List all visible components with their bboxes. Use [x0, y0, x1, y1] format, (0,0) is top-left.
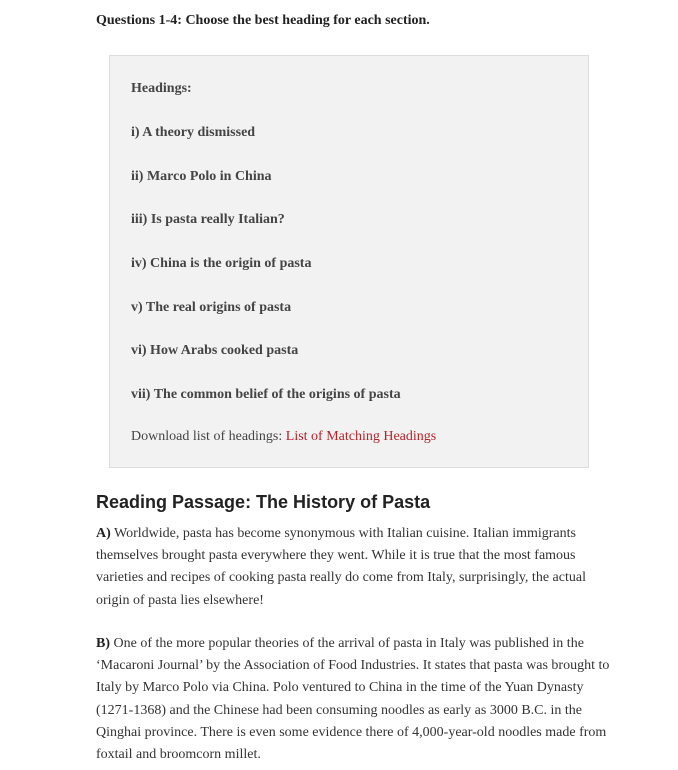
heading-item-5: v) The real origins of pasta: [131, 300, 292, 315]
paragraph-b-label: B): [96, 636, 110, 651]
headings-box: [109, 55, 589, 468]
heading-item-3: iii) Is pasta really Italian?: [131, 212, 285, 227]
heading-item-1: i) A theory dismissed: [131, 125, 256, 140]
paragraph-a-text: Worldwide, pasta has become synonymous with Italian cuisine. Italian immigrants themselves brought pasta everywhere they went. While it is true that the most famous varieties and recipes of cooking pasta really do come from Italy, surprisingly, the actual origin of pasta lies elsewhere!: [96, 526, 586, 608]
heading-item-6: vi) How Arabs cooked pasta: [131, 343, 299, 358]
heading-item-4: iv) China is the origin of pasta: [131, 256, 312, 271]
heading-item-2: ii) Marco Polo in China: [131, 169, 272, 184]
paragraph-a: [96, 523, 611, 612]
download-line: [131, 429, 436, 445]
headings-title: Headings:: [131, 81, 192, 96]
paragraph-a-label: A): [96, 526, 111, 541]
paragraph-b: [96, 633, 611, 766]
paragraph-b-text: One of the more popular theories of the arrival of pasta in Italy was published in the ‘Macaroni Journal’ by the Association of Food Industries. It states that pasta was brought to Italy by Marco Polo via China. Polo ventured to China in the time of the Yuan Dynasty (1271-1368) and the Chinese had been consuming noodles as early as 3000 B.C. in the Qinghai province. There is even some evidence there of 4,000-year-old noodles made from foxtail and broomcorn millet.: [96, 636, 610, 763]
download-headings-link[interactable]: List of Matching Headings: [285, 429, 437, 444]
question-instruction: Questions 1-4: Choose the best heading for each section.: [96, 13, 430, 28]
download-label: Download list of headings:: [131, 429, 286, 444]
passage-title: Reading Passage: The History of Pasta: [96, 492, 431, 512]
heading-item-7: vii) The common belief of the origins of pasta: [131, 387, 401, 402]
